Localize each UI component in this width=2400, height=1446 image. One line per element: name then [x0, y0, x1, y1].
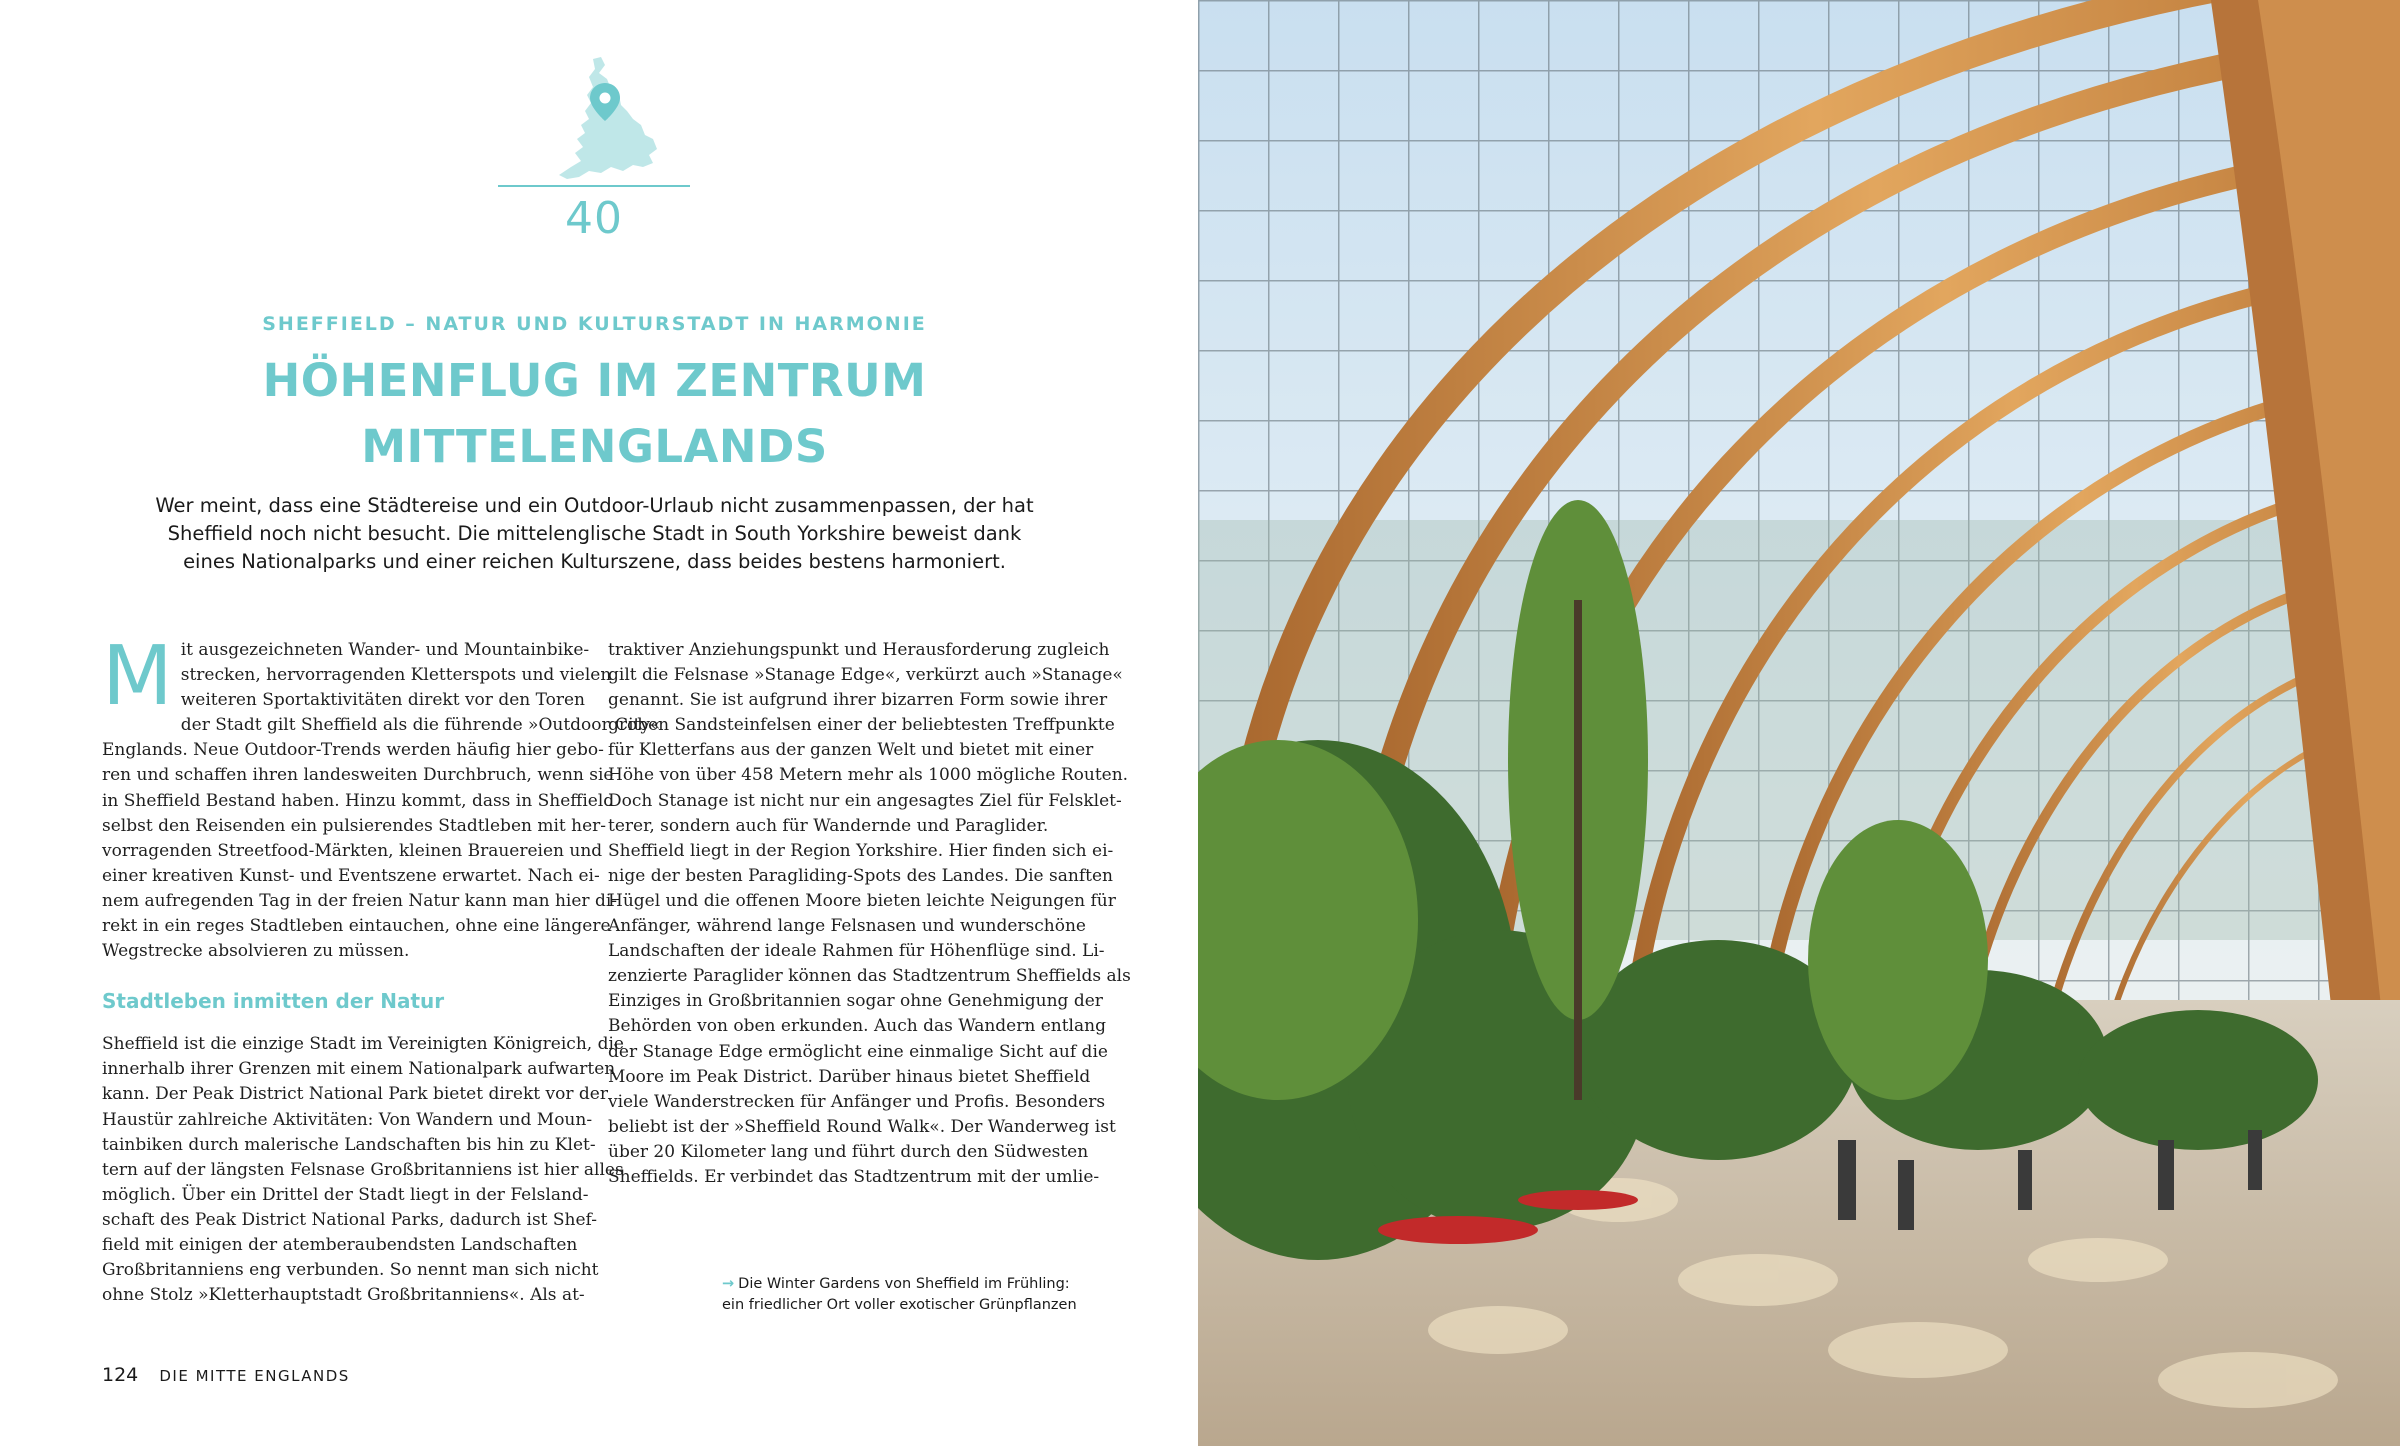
body-line: ren und schaffen ihren landesweiten Durchbruch, wenn sie — [102, 765, 614, 786]
body-line: strecken, hervorragenden Kletterspots und vielen — [180, 665, 612, 686]
body-line: innerhalb ihrer Grenzen mit einem Nationalpark aufwarten — [102, 1059, 616, 1080]
body-line: terer, sondern auch für Wandernde und Paraglider. — [608, 815, 1049, 836]
body-line: viele Wanderstrecken für Anfänger und Profis. Besonders — [608, 1091, 1106, 1112]
body-line: tainbiken durch malerische Landschaften bis hin zu Klet- — [102, 1134, 596, 1155]
body-line: Landschaften der ideale Rahmen für Höhenflüge sind. Li- — [608, 941, 1105, 962]
right-page-photo — [1198, 0, 2400, 1446]
body-line: Einziges in Großbritannien sogar ohne Genehmigung der — [608, 991, 1103, 1012]
section-subheading: Stadtleben inmitten der Natur — [102, 989, 445, 1014]
caption-text: Die Winter Gardens von Sheffield im Frühling: — [738, 1276, 1070, 1292]
body-line: tern auf der längsten Felsnase Großbritanniens ist hier alles — [102, 1159, 624, 1180]
body-line: der Stanage Edge ermöglicht eine einmalige Sicht auf die — [608, 1041, 1108, 1062]
body-line: kann. Der Peak District National Park bietet direkt vor der — [102, 1084, 608, 1105]
chapter-rule — [498, 185, 690, 187]
body-line: Englands. Neue Outdoor-Trends werden häufig hier gebo- — [102, 740, 604, 761]
body-line: beliebt ist der »Sheffield Round Walk«. Der Wanderweg ist — [608, 1116, 1116, 1137]
title-line-2: MITTELENGLANDS — [361, 420, 828, 473]
title-line-1: HÖHENFLUG IM ZENTRUM — [262, 354, 927, 407]
lead-line: Sheffield noch nicht besucht. Die mittelenglische Stadt in South Yorkshire beweist dank — [167, 522, 1022, 545]
photo-caption — [722, 1274, 1122, 1316]
page-title — [190, 348, 999, 480]
body-line: weiteren Sportaktivitäten direkt vor den Toren — [180, 690, 586, 711]
body-line: Anfänger, während lange Felsnasen und wunderschöne — [608, 916, 1086, 937]
caption-line — [722, 1274, 1122, 1295]
arrow-right-icon: → — [722, 1276, 735, 1292]
page-number: 124 — [102, 1364, 139, 1386]
winter-garden-photo — [1198, 0, 2400, 1446]
body-line: field mit einigen der atemberaubendsten Landschaften — [102, 1234, 578, 1255]
lead-paragraph — [150, 492, 1039, 576]
text-column-2 — [608, 638, 1131, 1190]
drop-cap: M — [102, 629, 173, 724]
body-line: möglich. Über ein Drittel der Stadt liegt in der Felsland- — [102, 1184, 589, 1205]
body-line: groben Sandsteinfelsen einer der beliebtesten Treffpunkte — [608, 715, 1115, 736]
body-line: nem aufregenden Tag in der freien Natur kann man hier di- — [102, 890, 618, 911]
chapter-number: 40 — [565, 193, 623, 244]
body-line: gilt die Felsnase »Stanage Edge«, verkürzt auch »Stanage« — [608, 665, 1123, 686]
body-line: zenzierte Paraglider können das Stadtzentrum Sheffields als — [608, 966, 1131, 987]
body-line: Wegstrecke absolvieren zu müssen. — [102, 941, 410, 962]
body-line: selbst den Reisenden ein pulsierendes Stadtleben mit her- — [102, 815, 607, 836]
lead-line: eines Nationalparks und einer reichen Kulturszene, dass beides bestens harmoniert. — [183, 550, 1006, 573]
lead-line: Wer meint, dass eine Städtereise und ein Outdoor-Urlaub nicht zusammenpassen, der hat — [155, 494, 1034, 517]
kicker: SHEFFIELD – NATUR UND KULTURSTADT IN HARMONIE — [262, 313, 927, 335]
body-line: Hügel und die offenen Moore bieten leichte Neigungen für — [608, 890, 1116, 911]
body-line: ohne Stolz »Kletterhauptstadt Großbritanniens«. Als at- — [102, 1285, 585, 1306]
body-line: Höhe von über 458 Metern mehr als 1000 mögliche Routen. — [608, 765, 1129, 786]
page-footer — [102, 1364, 350, 1386]
text-column-1 — [102, 629, 661, 1308]
body-line: nige der besten Paragliding-Spots des Landes. Die sanften — [608, 865, 1113, 886]
england-map-pin-icon — [549, 55, 661, 183]
body-line: vorragenden Streetfood-Märkten, kleinen Brauereien und — [102, 840, 603, 861]
body-line: Haustür zahlreiche Aktivitäten: Von Wandern und Moun- — [102, 1109, 593, 1130]
caption-line: ein friedlicher Ort voller exotischer Grünpflanzen — [722, 1297, 1077, 1313]
body-line: genannt. Sie ist aufgrund ihrer bizarren Form sowie ihrer — [608, 690, 1108, 711]
body-line: Behörden von oben erkunden. Auch das Wandern entlang — [608, 1016, 1106, 1037]
body-line: Großbritanniens eng verbunden. So nennt man sich nicht — [102, 1260, 599, 1281]
body-line: Sheffield ist die einzige Stadt im Vereinigten Königreich, die — [102, 1034, 624, 1055]
body-line: Doch Stanage ist nicht nur ein angesagtes Ziel für Felsklet- — [608, 790, 1122, 811]
body-line: schaft des Peak District National Parks, dadurch ist Shef- — [102, 1209, 597, 1230]
body-line: Moore im Peak District. Darüber hinaus bietet Sheffield — [608, 1066, 1091, 1087]
body-line: einer kreativen Kunst- und Eventszene erwartet. Nach ei- — [102, 865, 600, 886]
body-line: für Kletterfans aus der ganzen Welt und bietet mit einer — [608, 740, 1094, 761]
body-line: Sheffields. Er verbindet das Stadtzentrum mit der umlie- — [608, 1166, 1100, 1187]
body-line: it ausgezeichneten Wander- und Mountainbike- — [180, 640, 590, 660]
body-line: Sheffield liegt in der Region Yorkshire. Hier finden sich ei- — [608, 840, 1114, 861]
body-line: rekt in ein reges Stadtleben eintauchen, ohne eine längere — [102, 916, 611, 937]
body-line: traktiver Anziehungspunkt und Herausforderung zugleich — [608, 640, 1110, 660]
body-line: in Sheffield Bestand haben. Hinzu kommt, dass in Sheffield — [102, 790, 615, 811]
running-section: DIE MITTE ENGLANDS — [159, 1367, 350, 1385]
body-line: über 20 Kilometer lang und führt durch den Südwesten — [608, 1141, 1089, 1162]
body-line: der Stadt gilt Sheffield als die führende »Outdoor City« — [180, 715, 661, 736]
left-page — [0, 0, 1198, 1446]
